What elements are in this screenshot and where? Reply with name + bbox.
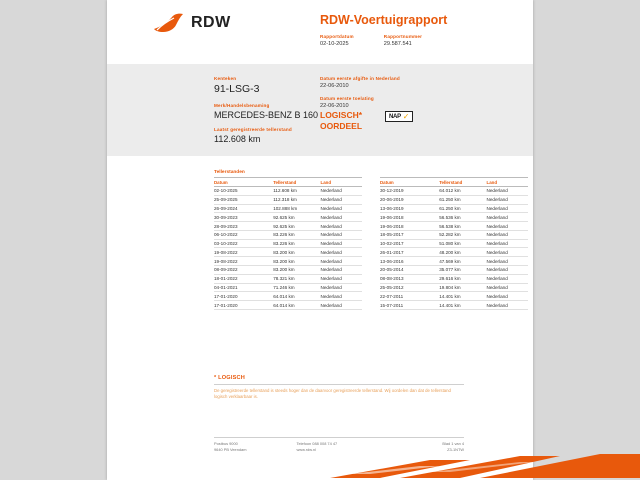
cell-datum: 17-01-2020	[214, 292, 273, 301]
cell-tellerstand: 19.804 km	[439, 283, 486, 292]
cell-tellerstand: 83.226 km	[273, 230, 320, 239]
table-row	[380, 213, 528, 222]
footer-divider	[214, 437, 464, 438]
verdict-line-2: OORDEEL	[320, 120, 363, 131]
cell-tellerstand: 83.226 km	[273, 239, 320, 248]
decorative-streak	[0, 454, 640, 480]
cell-datum: 10-02-2017	[380, 239, 439, 248]
rdw-logo	[152, 12, 231, 34]
eerste-toelating-value: 22-06-2010	[320, 103, 349, 109]
cell-land: Nederland	[321, 274, 362, 283]
table-row	[380, 292, 528, 301]
cell-tellerstand: 83.200 km	[273, 266, 320, 275]
cell-land: Nederland	[321, 257, 362, 266]
orange-streak-graphic	[0, 454, 640, 480]
cell-land: Nederland	[487, 266, 528, 275]
col-datum: Datum	[380, 178, 439, 187]
table-header-row	[214, 178, 362, 187]
merk-value: MERCEDES-BENZ B 160	[214, 110, 319, 120]
check-icon: ✓	[402, 112, 410, 121]
cell-land: Nederland	[487, 187, 528, 196]
table-row	[214, 204, 362, 213]
cell-land: Nederland	[321, 248, 362, 257]
cell-land: Nederland	[487, 274, 528, 283]
cell-tellerstand: 29.616 km	[439, 274, 486, 283]
footnote-divider	[214, 384, 464, 385]
cell-datum: 25-05-2012	[380, 283, 439, 292]
kenteken-label: Kenteken	[214, 76, 237, 81]
table-row	[214, 257, 362, 266]
cell-datum: 17-01-2020	[214, 301, 273, 310]
eerste-afgifte-value: 22-06-2010	[320, 83, 349, 89]
footer-address-line-2: 9640 PB Veendam	[214, 446, 247, 452]
cell-land: Nederland	[487, 204, 528, 213]
table-row	[380, 204, 528, 213]
table-row	[380, 239, 528, 248]
table-row	[214, 248, 362, 257]
table-row	[380, 257, 528, 266]
cell-datum: 06-10-2022	[214, 230, 273, 239]
meta-value: 02-10-2025	[320, 41, 349, 47]
footer-contact-line-1: Telefoon 088 008 74 47	[296, 441, 338, 446]
cell-tellerstand: 61.250 km	[439, 195, 486, 204]
table-row	[380, 187, 528, 196]
cell-tellerstand: 112.318 km	[273, 195, 320, 204]
eerste-afgifte-label: Datum eerste afgifte in Nederland	[320, 76, 400, 81]
cell-tellerstand: 112.608 km	[273, 187, 320, 196]
cell-datum: 15-07-2011	[380, 301, 439, 310]
cell-land: Nederland	[487, 213, 528, 222]
table-title: Tellerstanden	[214, 170, 245, 175]
odometer-table-left	[214, 177, 362, 310]
rdw-flame-icon	[152, 12, 186, 34]
cell-tellerstand: 47.569 km	[439, 257, 486, 266]
cell-tellerstand: 56.536 km	[439, 213, 486, 222]
footer-page-number: Blad 1 van 4	[442, 441, 464, 446]
col-land: Land	[321, 178, 362, 187]
merk-label: Merk/Handelsbenaming	[214, 103, 270, 108]
cell-tellerstand: 14.401 km	[439, 292, 486, 301]
col-tellerstand: Tellerstand	[439, 178, 486, 187]
cell-datum: 19-06-2018	[380, 222, 439, 231]
cell-land: Nederland	[321, 204, 362, 213]
cell-tellerstand: 56.538 km	[439, 222, 486, 231]
table-row	[214, 266, 362, 275]
cell-datum: 03-10-2022	[214, 239, 273, 248]
table-row	[214, 187, 362, 196]
table-row	[214, 213, 362, 222]
odometer-section	[107, 170, 533, 310]
meta-label: Rapportdatum	[320, 34, 354, 39]
document-page	[107, 0, 533, 480]
kenteken-value: 91-LSG-3	[214, 83, 260, 95]
table-row	[380, 266, 528, 275]
cell-datum: 20-06-2019	[380, 195, 439, 204]
table-row	[214, 222, 362, 231]
cell-datum: 08-08-2013	[380, 274, 439, 283]
cell-datum: 04-01-2021	[214, 283, 273, 292]
table-row	[380, 274, 528, 283]
document-header	[107, 0, 533, 56]
table-row	[380, 230, 528, 239]
report-title: RDW-Voertuigrapport	[320, 13, 448, 27]
cell-tellerstand: 51.080 km	[439, 239, 486, 248]
cell-datum: 26-01-2017	[380, 248, 439, 257]
footnote-heading: * LOGISCH	[214, 375, 246, 381]
cell-land: Nederland	[321, 187, 362, 196]
cell-datum: 26-09-2024	[214, 204, 273, 213]
cell-land: Nederland	[487, 301, 528, 310]
cell-land: Nederland	[487, 292, 528, 301]
cell-land: Nederland	[487, 283, 528, 292]
report-meta	[320, 34, 422, 47]
cell-land: Nederland	[487, 222, 528, 231]
footer-website: www.rdw.nl	[296, 446, 316, 452]
cell-land: Nederland	[487, 230, 528, 239]
cell-datum: 08-09-2022	[214, 266, 273, 275]
table-row	[214, 274, 362, 283]
meta-value: 29.587.541	[383, 41, 412, 47]
cell-tellerstand: 92.625 km	[273, 213, 320, 222]
cell-tellerstand: 71.246 km	[273, 283, 320, 292]
cell-land: Nederland	[487, 257, 528, 266]
cell-land: Nederland	[321, 266, 362, 275]
tellerstand-value: 112.608 km	[214, 134, 261, 145]
footer-doc-code: Z3-1NTW	[447, 446, 464, 452]
table-row	[380, 195, 528, 204]
cell-datum: 28-09-2023	[214, 222, 273, 231]
cell-tellerstand: 14.401 km	[439, 301, 486, 310]
cell-land: Nederland	[321, 213, 362, 222]
cell-tellerstand: 92.625 km	[273, 222, 320, 231]
cell-datum: 02-10-2025	[214, 187, 273, 196]
cell-datum: 19-08-2022	[214, 248, 273, 257]
table-row	[214, 292, 362, 301]
table-row	[214, 239, 362, 248]
cell-land: Nederland	[321, 222, 362, 231]
footer-address-line-1: Postbus 9000	[214, 441, 238, 446]
vehicle-summary-band	[107, 64, 533, 156]
cell-datum: 13-06-2016	[380, 257, 439, 266]
cell-land: Nederland	[321, 239, 362, 248]
cell-datum: 25-09-2025	[214, 195, 273, 204]
cell-datum: 30-09-2023	[214, 213, 273, 222]
table-row	[214, 230, 362, 239]
cell-tellerstand: 61.250 km	[439, 204, 486, 213]
cell-tellerstand: 78.321 km	[273, 274, 320, 283]
table-row	[380, 248, 528, 257]
cell-tellerstand: 64.014 km	[273, 292, 320, 301]
cell-land: Nederland	[487, 248, 528, 257]
nap-badge-text: NAP	[389, 113, 401, 120]
cell-datum: 19-08-2022	[214, 257, 273, 266]
nap-badge	[385, 111, 413, 122]
odometer-table-right	[380, 177, 528, 310]
cell-datum: 20-05-2014	[380, 266, 439, 275]
cell-land: Nederland	[321, 195, 362, 204]
eerste-toelating-label: Datum eerste toelating	[320, 96, 374, 101]
table-header-row	[380, 178, 528, 187]
cell-datum: 19-06-2018	[380, 213, 439, 222]
cell-tellerstand: 83.200 km	[273, 257, 320, 266]
cell-tellerstand: 35.077 km	[439, 266, 486, 275]
brand-text: RDW	[191, 14, 231, 31]
cell-land: Nederland	[321, 292, 362, 301]
cell-datum: 30-12-2019	[380, 187, 439, 196]
table-row	[380, 301, 528, 310]
cell-tellerstand: 83.200 km	[273, 248, 320, 257]
cell-tellerstand: 64.014 km	[273, 301, 320, 310]
tellerstand-label: Laatst geregistreerde tellerstand	[214, 127, 292, 133]
cell-land: Nederland	[321, 230, 362, 239]
vehicle-left-column	[214, 76, 318, 152]
cell-land: Nederland	[487, 239, 528, 248]
footnote-body: De geregistreerde tellerstand is steeds hoger dan de daarvoor geregistreerde tellerstand. Wij oordelen dan dat de tellerstand logisch verklaarbaar is.	[214, 388, 451, 400]
cell-tellerstand: 48.200 km	[439, 248, 486, 257]
col-datum: Datum	[214, 178, 273, 187]
cell-land: Nederland	[321, 283, 362, 292]
table-row	[380, 222, 528, 231]
meta-label: Rapportnummer	[383, 34, 423, 39]
cell-datum: 22-07-2011	[380, 292, 439, 301]
verdict-block	[320, 110, 362, 131]
table-row	[214, 301, 362, 310]
cell-land: Nederland	[321, 301, 362, 310]
table-row	[214, 195, 362, 204]
cell-datum: 18-01-2022	[214, 274, 273, 283]
table-row	[380, 283, 528, 292]
table-row	[214, 283, 362, 292]
footnote-block	[214, 375, 464, 401]
cell-tellerstand: 102.888 km	[273, 204, 320, 213]
cell-datum: 18-05-2017	[380, 230, 439, 239]
page-footer	[214, 437, 464, 453]
cell-tellerstand: 64.012 km	[439, 187, 486, 196]
col-tellerstand: Tellerstand	[273, 178, 320, 187]
verdict-line-1: LOGISCH*	[320, 110, 363, 120]
cell-datum: 13-06-2019	[380, 204, 439, 213]
cell-land: Nederland	[487, 195, 528, 204]
cell-tellerstand: 52.282 km	[439, 230, 486, 239]
col-land: Land	[487, 178, 528, 187]
meta-rapportnummer	[384, 34, 422, 47]
meta-rapportdatum	[320, 34, 354, 47]
